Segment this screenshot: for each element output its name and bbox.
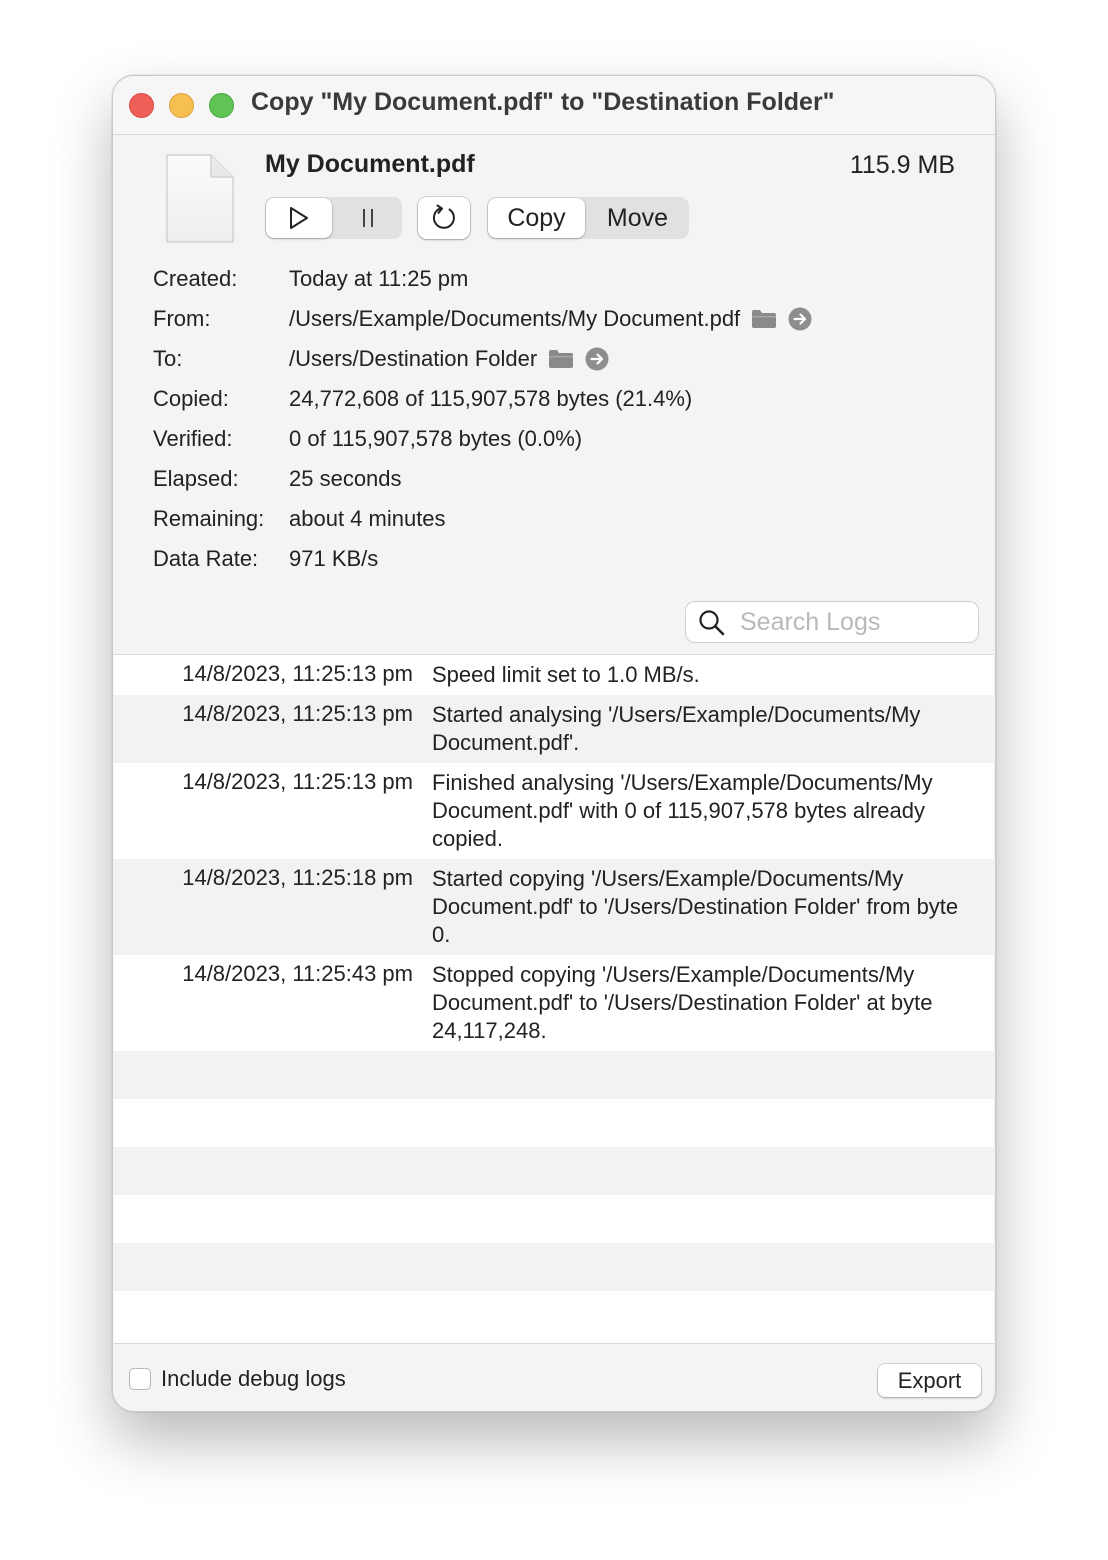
empty-log-row (114, 1051, 994, 1099)
copy-move-control (487, 197, 689, 239)
destination-path: /Users/Destination Folder (289, 346, 538, 371)
log-table[interactable] (114, 654, 994, 1344)
document-icon (165, 154, 235, 249)
transfer-window (112, 75, 996, 1412)
footer-bar (113, 1344, 995, 1412)
window-title: Copy "My Document.pdf" to "Destination Folder" (251, 88, 835, 116)
source-path: /Users/Example/Documents/My Document.pdf (289, 306, 741, 331)
detail-label: Created: (153, 266, 238, 291)
log-timestamp: 14/8/2023, 11:25:13 pm (182, 769, 413, 794)
file-name: My Document.pdf (265, 150, 475, 178)
log-timestamp: 14/8/2023, 11:25:43 pm (182, 961, 413, 986)
folder-icon[interactable] (752, 310, 776, 328)
log-timestamp: 14/8/2023, 11:25:18 pm (182, 865, 413, 890)
log-message: Speed limit set to 1.0 MB/s. (432, 662, 700, 687)
detail-label: Verified: (153, 426, 233, 451)
play-button[interactable] (266, 198, 332, 238)
play-icon (288, 206, 310, 230)
include-debug-logs-checkbox[interactable] (129, 1368, 151, 1390)
detail-value: 25 seconds (289, 466, 402, 491)
reveal-arrow-icon[interactable] (788, 307, 812, 331)
copy-mode-button[interactable]: Copy (488, 198, 585, 238)
restart-button[interactable] (418, 197, 470, 239)
empty-log-row (114, 1291, 994, 1339)
search-icon (698, 609, 726, 637)
export-button[interactable]: Export (878, 1364, 981, 1397)
log-timestamp: 14/8/2023, 11:25:13 pm (182, 701, 413, 726)
pause-icon (359, 207, 377, 229)
detail-label: To: (153, 346, 183, 371)
reveal-arrow-icon[interactable] (585, 347, 609, 371)
file-size: 115.9 MB (849, 151, 955, 179)
empty-log-row (114, 1195, 994, 1243)
title-bar (113, 76, 995, 135)
empty-log-row (114, 1099, 994, 1147)
detail-value: 971 KB/s (289, 546, 379, 571)
log-row (114, 763, 994, 859)
reload-icon (430, 204, 458, 232)
detail-value: 0 of 115,907,578 bytes (0.0%) (289, 426, 583, 451)
search-logs-input[interactable] (740, 608, 960, 636)
empty-log-row (114, 1243, 994, 1291)
detail-value: about 4 minutes (289, 506, 446, 531)
log-message: Finished analysing '/Users/Example/Documents/My Document.pdf' with 0 of 115,907,578 bytes already copied. (432, 770, 933, 851)
log-row (114, 655, 994, 695)
empty-log-row (114, 1147, 994, 1195)
log-timestamp: 14/8/2023, 11:25:13 pm (182, 661, 413, 686)
log-message: Started analysing '/Users/Example/Documents/My Document.pdf'. (432, 702, 921, 755)
detail-label: Copied: (153, 386, 229, 411)
folder-icon[interactable] (549, 350, 573, 368)
log-row (114, 695, 994, 763)
minimize-window-button[interactable] (169, 93, 194, 118)
detail-label: Remaining: (153, 506, 265, 531)
zoom-window-button[interactable] (209, 93, 234, 118)
detail-value (289, 306, 812, 332)
log-row (114, 955, 994, 1051)
detail-label: Elapsed: (153, 466, 239, 491)
detail-value (289, 266, 468, 292)
include-debug-logs-label[interactable]: Include debug logs (161, 1366, 346, 1391)
log-row (114, 859, 994, 955)
detail-label: Data Rate: (153, 546, 259, 571)
detail-value (289, 346, 609, 372)
play-pause-control (265, 197, 402, 239)
pause-button[interactable] (333, 197, 402, 239)
detail-label: From: (153, 306, 211, 331)
search-logs-field (686, 602, 978, 642)
log-message: Stopped copying '/Users/Example/Documents/My Document.pdf' to '/Users/Destination Folder' at byte 24,117,248. (432, 962, 933, 1043)
detail-value: 24,772,608 of 115,907,578 bytes (21.4%) (289, 386, 693, 411)
move-mode-button[interactable]: Move (606, 203, 669, 232)
created-value: Today at 11:25 pm (289, 266, 469, 291)
log-message: Started copying '/Users/Example/Documents/My Document.pdf' to '/Users/Destination Folder' from byte 0. (432, 866, 959, 947)
close-window-button[interactable] (129, 93, 154, 118)
